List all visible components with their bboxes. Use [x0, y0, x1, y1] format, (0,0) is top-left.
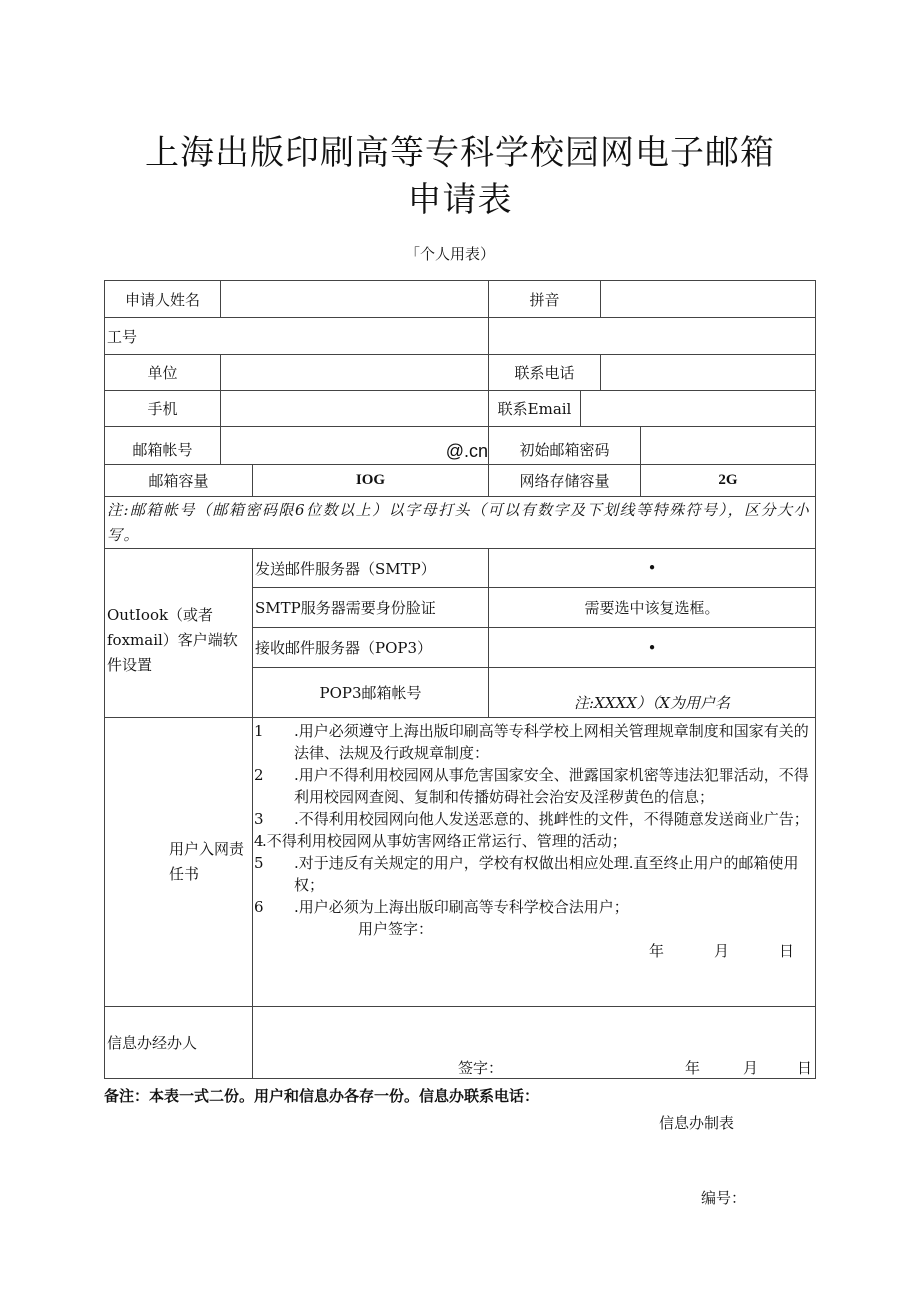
- rule-number: 1: [254, 722, 264, 740]
- client-settings-label: OutIook（或者foxmail）客户端软件设置: [104, 548, 253, 718]
- pop3-value: •: [488, 627, 816, 668]
- account-note: 注:邮箱帐号（邮箱密码限6位数以上）以字母打头（可以有数字及下划线等特殊符号），区分大小写。: [104, 496, 816, 549]
- rule-number: 3: [254, 810, 264, 828]
- office-handler-cell[interactable]: [252, 1006, 816, 1079]
- rule-text: .用户不得利用校园网从事危害国家安全、泄露国家机密等违法犯罪活动，不得利用校园网查阅、复制和传播妨碍社会治安及淫秽黄色的信息；: [294, 766, 809, 806]
- rules-list: [254, 720, 814, 962]
- rule-item: [254, 896, 814, 918]
- form-title: 上海出版印刷高等专科学校园网电子邮箱: [145, 133, 775, 173]
- label-mobile: 手机: [104, 390, 221, 427]
- user-month: 月: [713, 942, 729, 960]
- label-unit: 单位: [104, 354, 221, 391]
- smtp-auth-label: SMTP服务器需要身份脸证: [252, 587, 489, 628]
- rule-item: [254, 764, 814, 808]
- pop3-account-value: 注:XXXX）（X为用户名: [488, 667, 816, 718]
- pop3-account-label: POP3邮箱帐号: [252, 667, 489, 718]
- pop3-label: 接收邮件服务器（POP3）: [252, 627, 489, 668]
- form-number: 编号：: [701, 1190, 747, 1207]
- init-password-field[interactable]: [640, 426, 816, 465]
- user-day: 日: [778, 942, 794, 960]
- label-email: 联系Email: [488, 390, 581, 427]
- rule-number: 2: [254, 766, 264, 784]
- user-date-line: [254, 940, 814, 962]
- staff-id-field[interactable]: [488, 317, 816, 355]
- unit-field[interactable]: [220, 354, 489, 391]
- rule-text: .对于违反有关规定的用户，学校有权做出相应处理.直至终止用户的邮箱使用权；: [294, 854, 799, 894]
- user-signature-label: 用户签字：: [358, 920, 434, 938]
- smtp-auth-value: 需要选中该复选框。: [488, 587, 816, 628]
- rule-item: [254, 852, 814, 896]
- user-year: 年: [648, 942, 664, 960]
- name-field[interactable]: [220, 280, 489, 318]
- user-signature-line: [254, 918, 814, 940]
- phone-field[interactable]: [600, 354, 816, 391]
- rule-number: 6: [254, 898, 264, 916]
- capacity-value: IOG: [252, 464, 489, 497]
- rule-text: .不得利用校园网向他人发送恶意的、挑衅性的文件，不得随意发送商业广告；: [294, 810, 809, 828]
- rule-item: [254, 830, 814, 852]
- office-month: 月: [743, 1059, 759, 1077]
- form-subtitle: 「个人用表）: [405, 246, 496, 263]
- mailbox-field[interactable]: @.cn: [220, 426, 489, 465]
- rule-item: [254, 720, 814, 764]
- office-day: 日: [797, 1059, 813, 1077]
- smtp-label: 发送邮件服务器（SMTP）: [252, 548, 489, 588]
- label-pinyin: 拼音: [488, 280, 601, 318]
- smtp-value: •: [488, 548, 816, 588]
- rule-number: 4: [254, 832, 264, 850]
- pinyin-field[interactable]: [600, 280, 816, 318]
- label-net-storage: 网络存储容量: [488, 464, 641, 497]
- form-title-2: 申请表: [407, 180, 513, 220]
- mobile-field[interactable]: [220, 390, 489, 427]
- label-capacity: 邮箱容量: [104, 464, 253, 497]
- rule-text: .用户必须为上海出版印刷高等专科学校合法用户；: [294, 898, 629, 916]
- rule-text: .用户必须遵守上海出版印刷高等专科学校上网相关管理规章制度和国家有关的法律、法规及行政规章制度：: [294, 722, 809, 762]
- office-handler-label: 信息办经办人: [104, 1006, 253, 1079]
- rule-item: [254, 808, 814, 830]
- responsibility-label: 用户入网责任书: [104, 717, 253, 1007]
- made-by: 信息办制表: [659, 1115, 735, 1132]
- label-staff-id: 工号: [104, 317, 489, 355]
- office-signature-label: 签字：: [458, 1059, 504, 1077]
- office-year: 年: [685, 1059, 701, 1077]
- label-phone: 联系电话: [488, 354, 601, 391]
- email-field[interactable]: [580, 390, 816, 427]
- label-mailbox: 邮箱帐号: [104, 426, 221, 465]
- rule-number: 5: [254, 854, 264, 872]
- rule-text: .不得利用校园网从事妨害网络正常运行、管理的活动；: [262, 832, 627, 850]
- label-name: 申请人姓名: [104, 280, 221, 318]
- remark: 备注：本表一式二份。用户和信息办各存一份。信息办联系电话：: [104, 1088, 540, 1105]
- net-storage-value: 2G: [640, 464, 816, 497]
- label-init-password: 初始邮箱密码: [488, 426, 641, 465]
